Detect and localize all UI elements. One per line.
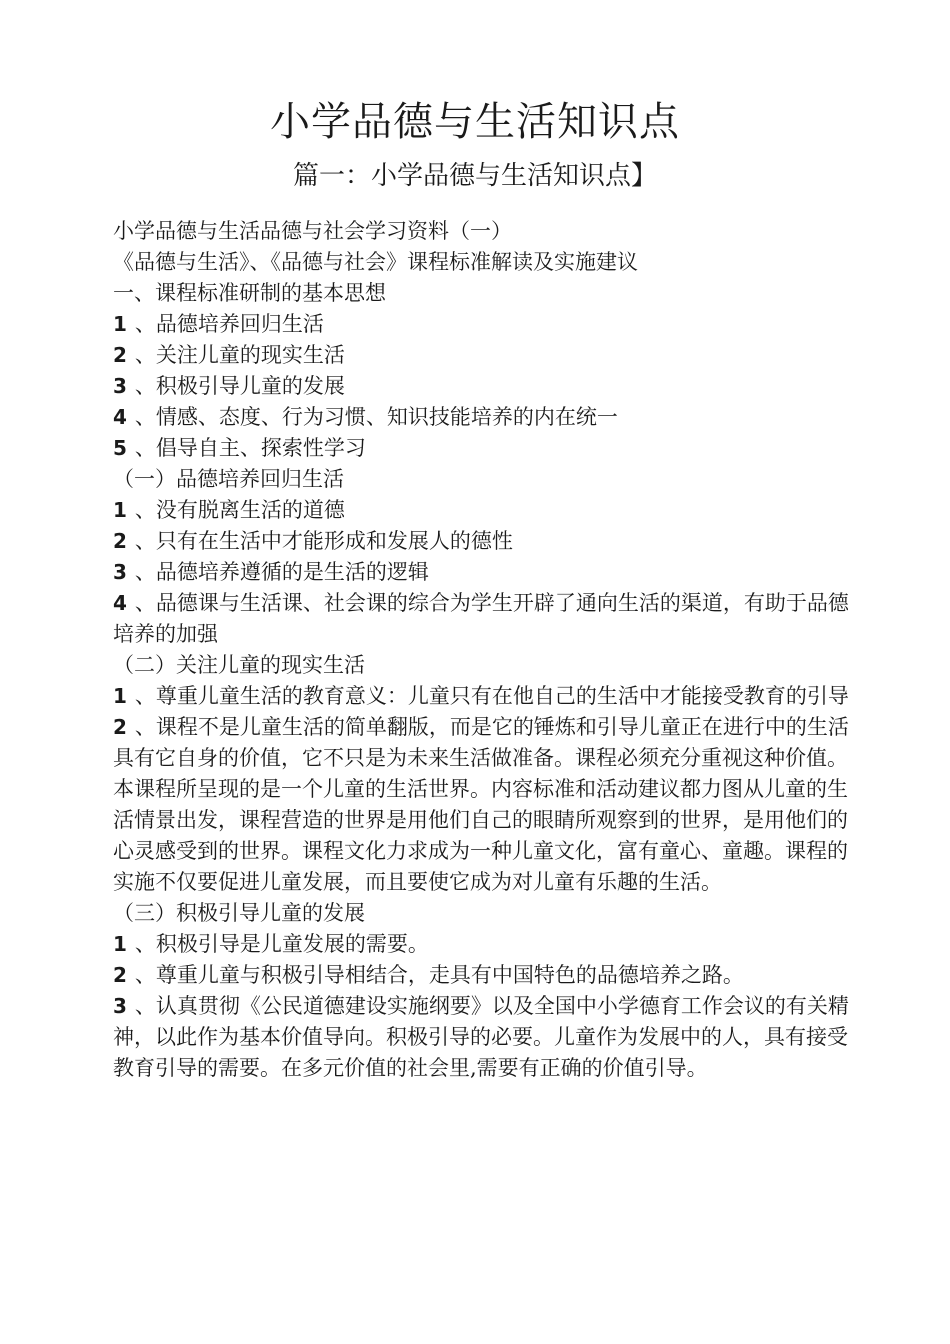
paragraph (113, 681, 863, 712)
list-number: 2 (113, 963, 127, 987)
paragraph (113, 588, 863, 650)
document-title: 小学品德与生活知识点 (270, 99, 680, 145)
paragraph (113, 650, 863, 681)
paragraph (113, 216, 863, 247)
list-number: 3 (113, 374, 127, 398)
list-number: 1 (113, 932, 127, 956)
paragraph-text: 一、课程标准研制的基本思想 (113, 281, 386, 305)
paragraph (113, 340, 863, 371)
paragraph-text: 、情感、态度、行为习惯、知识技能培养的内在统一 (134, 405, 618, 429)
list-number: 2 (113, 343, 127, 367)
paragraph (113, 402, 863, 433)
paragraph (113, 495, 863, 526)
list-number: 5 (113, 436, 127, 460)
list-number: 1 (113, 684, 127, 708)
paragraph-text: 、积极引导儿童的发展 (134, 374, 345, 398)
list-number: 2 (113, 529, 127, 553)
paragraph (113, 960, 863, 991)
list-number: 3 (113, 994, 127, 1018)
paragraph-text: 、品德培养回归生活 (134, 312, 324, 336)
list-number: 1 (113, 312, 127, 336)
paragraph-text: 、关注儿童的现实生活 (134, 343, 345, 367)
paragraph (113, 464, 863, 495)
document-subtitle: 篇一：小学品德与生活知识点】 (292, 161, 657, 191)
paragraph-text: 、尊重儿童生活的教育意义：儿童只有在他自己的生活中才能接受教育的引导 (134, 684, 849, 708)
paragraph-text: 小学品德与生活品德与社会学习资料（一） (113, 219, 512, 243)
paragraph-text: （三）积极引导儿童的发展 (113, 901, 365, 925)
paragraph-text: （一）品德培养回归生活 (113, 467, 344, 491)
paragraph (113, 433, 863, 464)
document-body (113, 216, 863, 1084)
paragraph-text: 、品德培养遵循的是生活的逻辑 (134, 560, 429, 584)
list-number: 4 (113, 405, 127, 429)
paragraph (113, 991, 863, 1084)
paragraph (113, 309, 863, 340)
paragraph (113, 278, 863, 309)
paragraph (113, 371, 863, 402)
paragraph-text: 、尊重儿童与积极引导相结合，走具有中国特色的品德培养之路。 (134, 963, 744, 987)
paragraph-text: （二）关注儿童的现实生活 (113, 653, 365, 677)
paragraph-text: 、积极引导是儿童发展的需要。 (134, 932, 429, 956)
paragraph (113, 557, 863, 588)
paragraph-text: 、品德课与生活课、社会课的综合为学生开辟了通向生活的渠道，有助于品德培养的加强 (113, 591, 849, 646)
list-number: 4 (113, 591, 127, 615)
paragraph-text: 、认真贯彻《公民道德建设实施纲要》以及全国中小学德育工作会议的有关精神，以此作为基本价值导向。积极引导的必要。儿童作为发展中的人，具有接受教育引导的需要。在多元价值的社会里,需要有正确的价值引导。 (113, 994, 849, 1080)
paragraph-text: 、课程不是儿童生活的简单翻版，而是它的锤炼和引导儿童正在进行中的生活具有它自身的价值，它不只是为未来生活做准备。课程必须充分重视这种价值。本课程所呈现的是一个儿童的生活世界。内容标准和活动建议都力图从儿童的生活情景出发，课程营造的世界是用他们自己的眼睛所观察到的世界，是用他们的心灵感受到的世界。课程文化力求成为一种儿童文化，富有童心、童趣。课程的实施不仅要促进儿童发展，而且要使它成为对儿童有乐趣的生活。 (113, 715, 849, 894)
paragraph (113, 247, 863, 278)
paragraph (113, 712, 863, 898)
paragraph (113, 898, 863, 929)
list-number: 3 (113, 560, 127, 584)
paragraph-text: 《品德与生活》、《品德与社会》课程标准解读及实施建议 (113, 250, 638, 274)
list-number: 2 (113, 715, 127, 739)
paragraph (113, 526, 863, 557)
list-number: 1 (113, 498, 127, 522)
paragraph-text: 、倡导自主、探索性学习 (134, 436, 366, 460)
paragraph-text: 、没有脱离生活的道德 (134, 498, 345, 522)
paragraph-text: 、只有在生活中才能形成和发展人的德性 (134, 529, 513, 553)
paragraph (113, 929, 863, 960)
